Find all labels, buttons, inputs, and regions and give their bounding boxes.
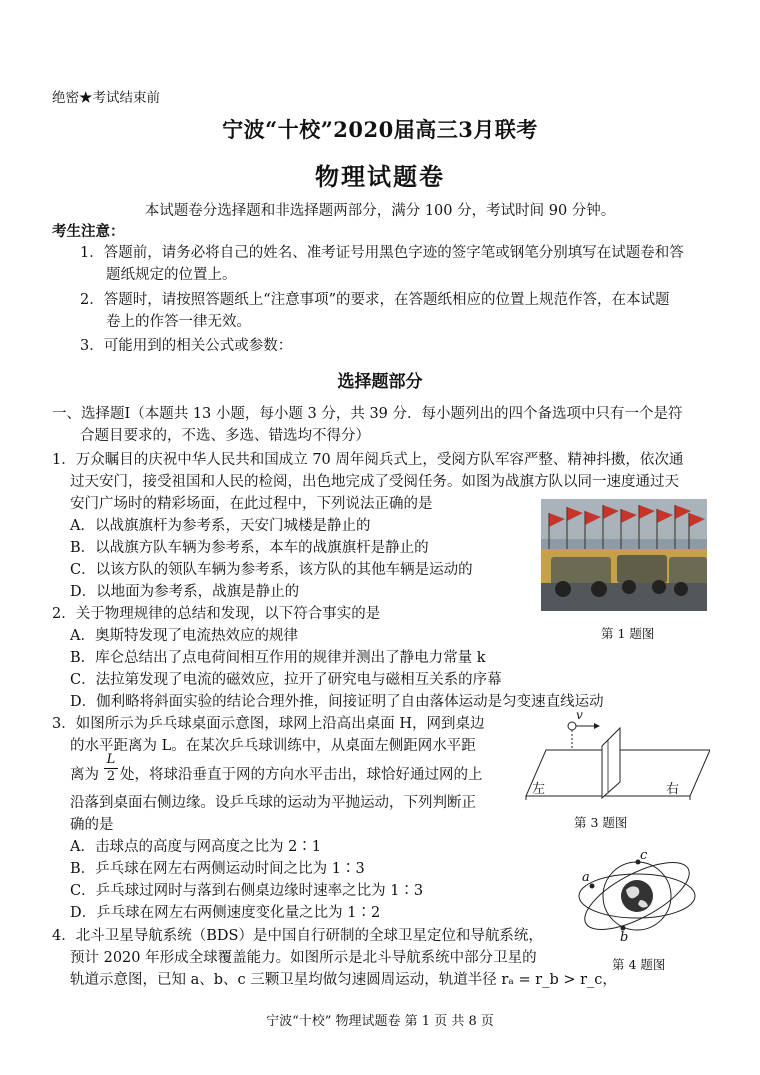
table-tennis-diagram bbox=[524, 708, 710, 802]
q3-line2: 的水平距离为 L。在某次乒乓球训练中，从桌面左侧距网水平距 bbox=[70, 738, 476, 754]
satellite-a-label: a bbox=[582, 870, 590, 885]
q1-line1: 1．万众瞩目的庆祝中华人民共和国成立 70 周年阅兵式上，受阅方队军容严整、精神抖擞，依次通 bbox=[52, 452, 684, 468]
part1-line1: 一、选择题Ⅰ（本题共 13 小题，每小题 3 分，共 39 分．每小题列出的四个备选项中只有一个是符 bbox=[52, 406, 683, 422]
q1-option-d: D．以地面为参考系，战旗是静止的 bbox=[70, 584, 300, 600]
q1-option-b: B．以战旗方队车辆为参考系，本车的战旗旗杆是静止的 bbox=[70, 540, 429, 556]
notice-item-2-cont: 卷上的作答一律无效。 bbox=[106, 314, 251, 330]
q3-option-a: A．击球点的高度与网高度之比为 2∶1 bbox=[70, 839, 322, 855]
satellite-c-label: c bbox=[640, 848, 648, 863]
notice-label: 考生注意： bbox=[52, 223, 125, 240]
q1-figure-caption: 第 1 题图 bbox=[601, 626, 655, 641]
q3-option-c: C．乒乓球过网时与落到右侧桌边缘时速率之比为 1∶3 bbox=[70, 883, 424, 899]
left-label: 左 bbox=[532, 782, 546, 797]
velocity-label: v bbox=[576, 708, 583, 722]
q4-line1: 4．北斗卫星导航系统（BDS）是中国自行研制的全球卫星定位和导航系统， bbox=[52, 928, 543, 944]
q1-line2: 过天安门，接受祖国和人民的检阅，出色地完成了受阅任务。如图为战旗方队以同一速度通过天 bbox=[70, 474, 679, 490]
q4-line3: 轨道示意图，已知 a、b、c 三颗卫星均做匀速圆周运动，轨道半径 rₐ = r_b > r_c， bbox=[70, 972, 617, 988]
q2-option-d: D．伽利略将斜面实验的结论合理外推，间接证明了自由落体运动是匀变速直线运动 bbox=[70, 694, 604, 710]
q1-option-a: A．以战旗旗杆为参考系，天安门城楼是静止的 bbox=[70, 518, 371, 534]
q3-option-b: B．乒乓球在网左右两侧运动时间之比为 1∶3 bbox=[70, 861, 365, 877]
right-label: 右 bbox=[666, 782, 680, 797]
q3-line4: 沿落到桌面右侧边缘。设乒乓球的运动为平抛运动，下列判断正 bbox=[70, 795, 476, 811]
q3-line5: 确的是 bbox=[70, 817, 114, 833]
q1-option-c: C．以该方队的领队车辆为参考系，该方队的其他车辆是运动的 bbox=[70, 562, 473, 578]
q2-option-a: A．奥斯特发现了电流热效应的规律 bbox=[70, 628, 298, 644]
q3-fraction bbox=[104, 752, 118, 785]
paper-subtitle: 物理试题卷 bbox=[315, 162, 445, 191]
q4-figure-caption: 第 4 题图 bbox=[612, 957, 666, 972]
q2-option-c: C．法拉第发现了电流的磁效应，拉开了研究电与磁相互关系的序幕 bbox=[70, 672, 502, 688]
q4-line2: 预计 2020 年形成全球覆盖能力。如图所示是北斗导航系统中部分卫星的 bbox=[70, 950, 537, 966]
q3-line3a: 离为 bbox=[70, 767, 99, 783]
parade-photo bbox=[541, 499, 707, 611]
satellite-orbit-diagram bbox=[574, 848, 700, 944]
q1-line3: 安门广场时的精彩场面，在此过程中，下列说法正确的是 bbox=[70, 496, 433, 512]
notice-item-1: 1．答题前，请务必将自己的姓名、准考证号用黑色字迹的签字笔或钢笔分别填写在试题卷和答 bbox=[80, 245, 684, 261]
notice-item-1-cont: 题纸规定的位置上。 bbox=[106, 267, 237, 283]
satellite-b-label: b bbox=[620, 930, 629, 945]
notice-item-3: 3．可能用到的相关公式或参数： bbox=[80, 338, 293, 354]
q3-line3b: 处，将球沿垂直于网的方向水平击出，球恰好通过网的上 bbox=[120, 767, 483, 783]
q2-option-b: B．库仑总结出了点电荷间相互作用的规律并测出了静电力常量 k bbox=[70, 650, 486, 666]
q3-option-d: D．乒乓球在网左右两侧速度变化量之比为 1∶2 bbox=[70, 905, 381, 921]
q3-fraction-numerator: L bbox=[104, 752, 118, 769]
notice-item-2: 2．答题时，请按照答题纸上“注意事项”的要求，在答题纸相应的位置上规范作答，在本试题 bbox=[80, 292, 670, 308]
intro-line: 本试题卷分选择题和非选择题两部分，满分 100 分，考试时间 90 分钟。 bbox=[144, 203, 616, 219]
q3-figure-caption: 第 3 题图 bbox=[574, 815, 628, 830]
q3-fraction-denominator: 2 bbox=[106, 769, 116, 784]
page-footer: 宁波“十校” 物理试题卷 第 1 页 共 8 页 bbox=[266, 1014, 494, 1029]
confidential-label: 绝密★考试结束前 bbox=[52, 90, 160, 106]
part1-line2: 合题目要求的，不选、多选、错选均不得分） bbox=[80, 428, 370, 444]
q2-stem: 2．关于物理规律的总结和发现，以下符合事实的是 bbox=[52, 606, 381, 622]
q3-line1: 3．如图所示为乒乓球桌面示意图，球网上沿高出桌面 H，网到桌边 bbox=[52, 716, 485, 732]
section-title: 选择题部分 bbox=[337, 372, 423, 392]
exam-title: 宁波“十校”2020届高三3月联考 bbox=[222, 117, 538, 142]
